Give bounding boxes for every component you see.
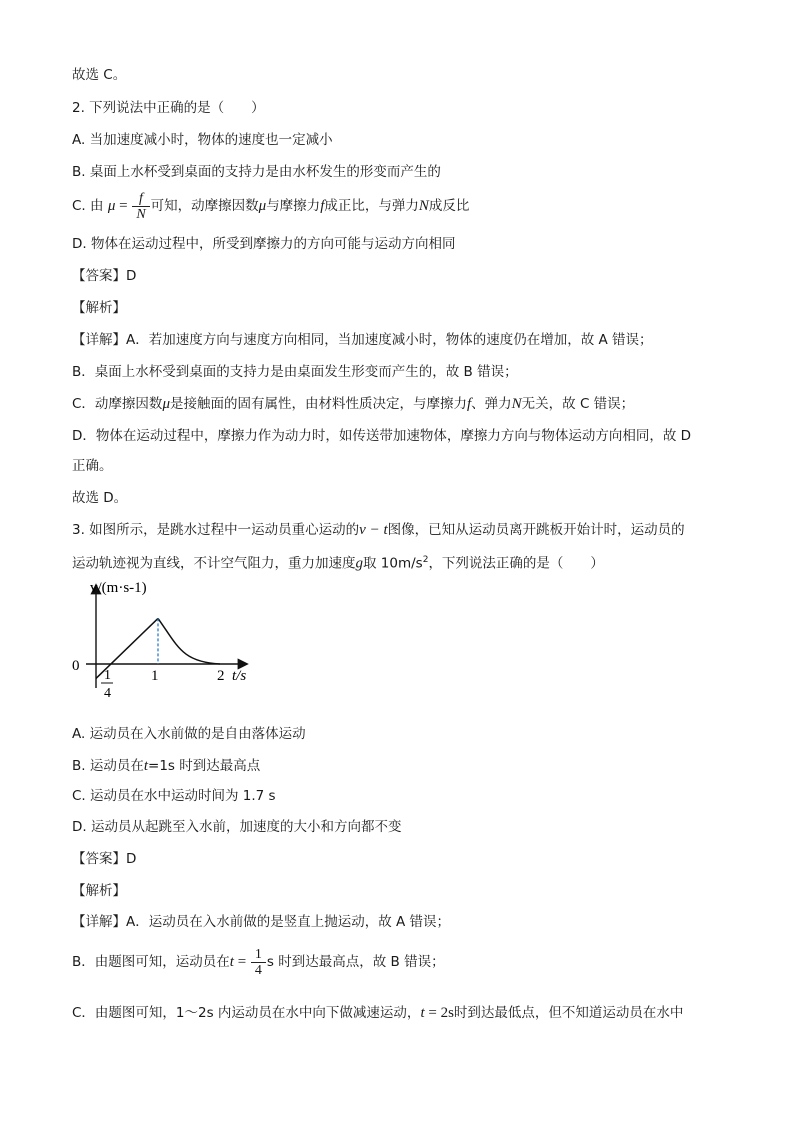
q2-option-c-text2: 与摩擦力 [266,198,321,214]
f-over-n-fraction [134,191,147,222]
q2-option-c-text1: 可知，动摩擦因数 [150,198,259,214]
q3-stem-text1: 3. 如图所示，是跳水过程中一运动员重心运动的 [72,522,360,538]
prev-conclusion: 故选 C。 [72,67,127,83]
tick-quarter-numerator: 1 [104,668,111,683]
q2-option-b: B. 桌面上水杯受到桌面的支持力是由水杯发生的形变而产生的 [72,164,441,180]
t-symbol: t [420,1005,425,1021]
q3-explanation-c [72,1004,683,1022]
equals-sign: = [115,198,132,214]
vt-graph [60,570,270,710]
q2-explanation-c-text1: C．动摩擦因数 [72,396,163,412]
q3-option-c: C. 运动员在水中运动时间为 1.7 s [72,788,276,804]
fraction-numerator: 1 [254,946,262,962]
f-symbol: f [466,396,472,412]
vt-symbol: v − t [359,522,388,538]
q3-stem-text3: 运动轨迹视为直线，不计空气阻力，重力加速度 [72,555,356,572]
t-symbol: t [143,758,149,774]
g-symbol: g [355,555,363,572]
q3-explanation-c-text1: C．由题图可知，1～2s 内运动员在水中向下做减速运动， [72,1005,421,1021]
mu-symbol: μ [107,198,116,214]
squared-superscript: 2 [422,555,429,565]
q2-option-d: D. 物体在运动过程中，所受到摩擦力的方向可能与运动方向相同 [72,236,456,252]
q2-explanation-d: D．物体在运动过程中，摩擦力作为动力时，如传送带加速物体，摩擦力方向与物体运动方向相同，故 D [72,428,692,444]
q2-analysis-heading: 【解析】 [72,300,126,316]
q3-option-d: D. 运动员从起跳至入水前，加速度的大小和方向都不变 [72,819,402,835]
q3-explanation-a: 【详解】A．运动员在入水前做的是竖直上抛运动，故 A 错误； [72,914,451,930]
q2-explanation-a: 【详解】A．若加速度方向与速度方向相同，当加速度减小时，物体的速度仍在增加，故 A 错误； [72,332,653,348]
equals-sign: = [233,954,250,970]
tick-label-two: 2 [217,668,225,684]
fraction-numerator: f [139,190,143,206]
q2-option-c-text4: 成反比 [428,198,470,214]
q3-explanation-b-text2: s 时到达最高点，故 B 错误； [266,954,445,970]
q3-stem-text5: ，下列说法正确的是（ ） [428,555,604,572]
q2-answer: 【答案】D [72,268,137,284]
tick-quarter-denominator: 4 [104,686,111,701]
quarter-fraction [253,947,264,978]
q3-option-b-text2: =1s 时到达最高点 [148,758,261,774]
q3-stem-text2: 图像，已知从运动员离开跳板开始计时，运动员的 [387,522,685,538]
origin-label: 0 [72,658,80,674]
tick-label-quarter [101,668,113,701]
q3-answer: 【答案】D [72,851,137,867]
q2-explanation-d-cont: 正确。 [72,458,113,474]
q2-explanation-c-text2: 是接触面的固有属性，由材料性质决定，与摩擦力 [169,396,467,412]
q2-explanation-b: B．桌面上水杯受到桌面的支持力是由桌面发生形变而产生的，故 B 错误； [72,364,518,380]
mu-symbol: μ [258,198,267,214]
q2-option-c-prefix: C. 由 [72,198,104,214]
q3-option-b-text1: B. 运动员在 [72,758,144,774]
velocity-decay-curve [158,618,220,664]
q2-explanation-c-text4: 无关，故 C 错误； [521,396,635,412]
x-axis-label: t/s [232,668,247,684]
n-symbol: N [418,198,429,214]
f-symbol: f [320,198,325,214]
tick-label-one: 1 [151,668,159,684]
q2-explanation-c [72,395,634,413]
q2-option-a: A. 当加速度减小时，物体的速度也一定减小 [72,132,333,148]
q3-analysis-heading: 【解析】 [72,883,126,899]
fraction-denominator: N [136,206,146,222]
fraction-denominator: 4 [254,962,262,978]
t-symbol: t [229,954,234,970]
q3-option-b [72,757,260,775]
q3-stem-line1 [72,521,685,539]
mu-symbol: μ [162,396,170,412]
q2-stem: 2. 下列说法中正确的是（ ） [72,100,265,116]
q3-explanation-b [72,940,445,984]
q2-option-c-text3: 成正比，与弹力 [324,198,419,214]
q3-explanation-c-text2: 时到达最低点，但不知道运动员在水中 [453,1005,684,1021]
time-value: = 2s [424,1005,454,1021]
y-axis-label: v/(m·s-1) [90,580,147,596]
q3-stem-text4: 取 10m/s [363,555,423,572]
q3-option-a: A. 运动员在入水前做的是自由落体运动 [72,726,306,742]
q3-explanation-b-text1: B．由题图可知，运动员在 [72,954,230,970]
n-symbol: N [511,396,522,412]
q2-explanation-c-text3: 、弹力 [471,396,512,412]
q2-option-c [72,188,469,224]
q2-conclusion: 故选 D。 [72,490,128,506]
